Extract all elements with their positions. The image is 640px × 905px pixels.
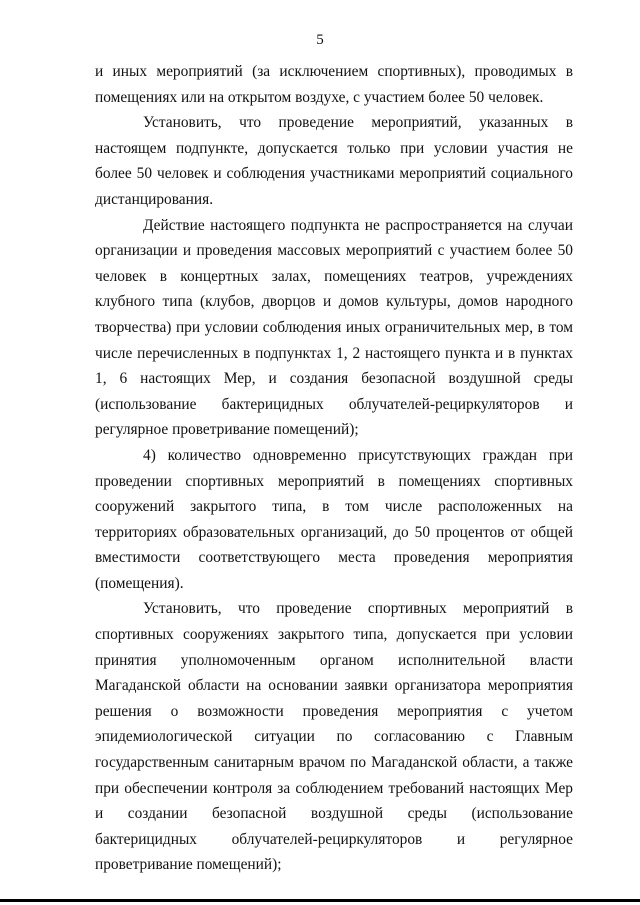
paragraph-gathering-limit: Установить, что проведение мероприятий, указанных в настоящем подпункте, допускается только при условии участия не более 50 человек и соблюдения участниками мероприятий социального дистанцирования.	[95, 114, 573, 208]
paragraph-continuation: и иных мероприятий (за исключением спортивных), проводимых в помещениях или на открытом воздухе, с участием более 50 человек.	[95, 63, 573, 106]
document-body	[95, 59, 573, 878]
paragraph-exception: Действие настоящего подпункта не распространяется на случаи организации и проведения массовых мероприятий с участием более 50 человек в концертных залах, помещениях театров, учреждениях клубного типа (клубов, дворцов и домов культуры, домов народного творчества) при условии соблюдения иных ограничительных мер, в том числе перечисленных в подпунктах 1, 2 настоящего пункта и в пунктах 1, 6 настоящих Мер, и создания безопасной воздушной среды (использование бактерицидных облучателей-рециркуляторов и регулярное проветривание помещений);	[95, 216, 573, 439]
paragraph-sports-conditions: Установить, что проведение спортивных мероприятий в спортивных сооружениях закрытого типа, допускается при условии принятия уполномоченным органом исполнительной власти Магаданской области на основании заявки организатора мероприятия решения о возможности проведения мероприятия с учетом эпидемиологической ситуации по согласованию с Главным государственным санитарным врачом по Магаданской области, а также при обеспечении контроля за соблюдением требований настоящих Мер и создании безопасной воздушной среды (использование бактерицидных облучателей-рециркуляторов и регулярное проветривание помещений);	[95, 600, 573, 874]
bottom-edge-rule	[0, 899, 640, 902]
paragraph-item-4: 4) количество одновременно присутствующих граждан при проведении спортивных мероприятий в помещениях спортивных сооружений закрытого типа, в том числе расположенных на территориях образовательных организаций, до 50 процентов от общей вместимости соответствующего места проведения мероприятия (помещения).	[95, 446, 573, 592]
page-number: 5	[316, 32, 324, 48]
